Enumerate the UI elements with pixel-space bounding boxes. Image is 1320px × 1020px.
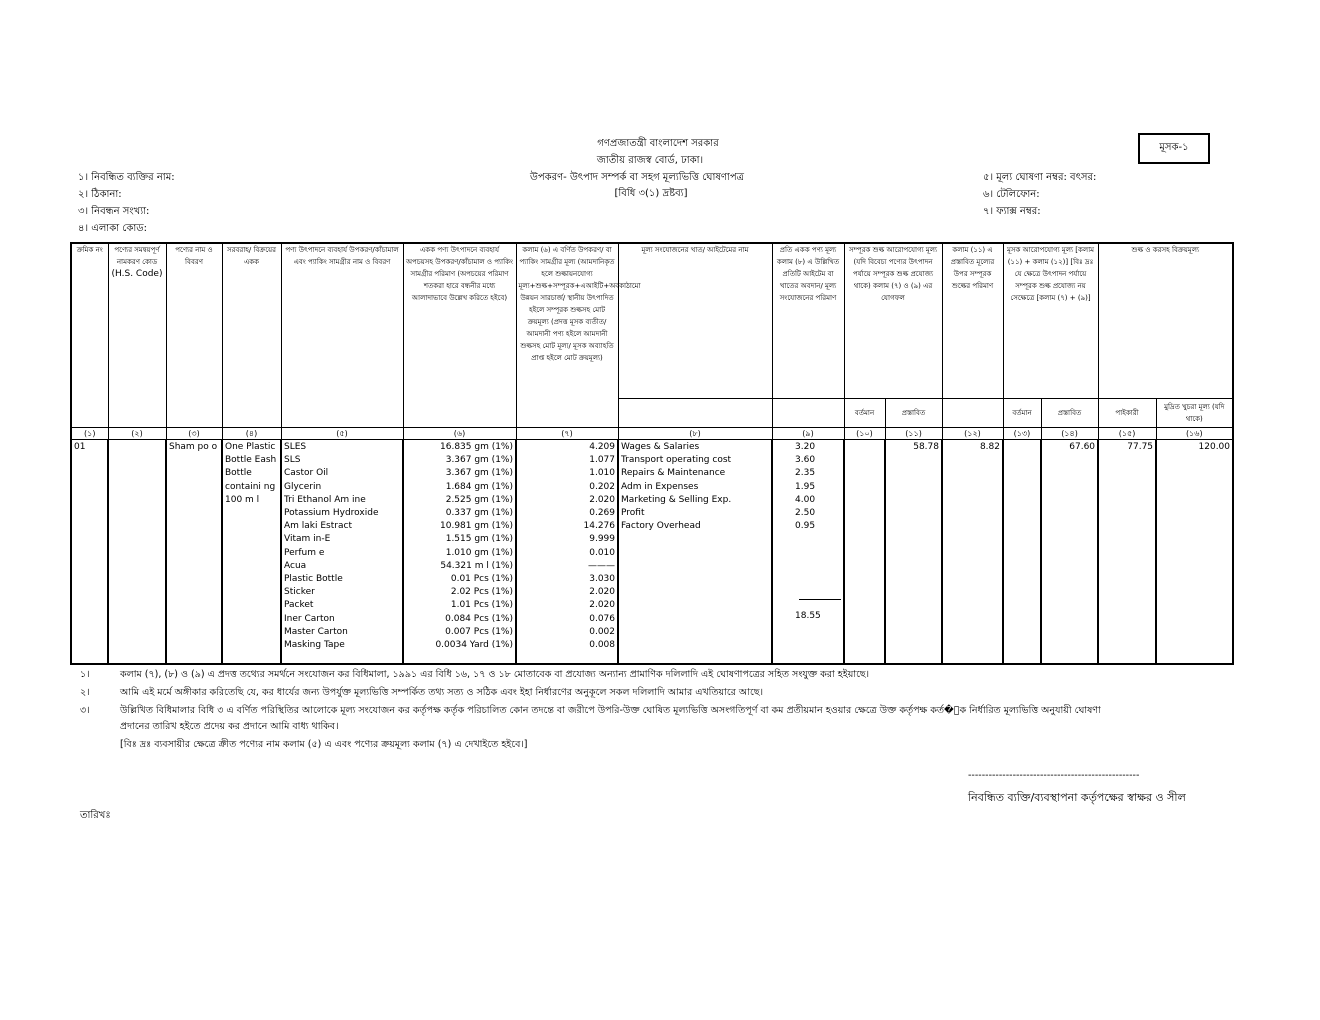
- subheader-empty: [942, 399, 1003, 428]
- column-number: (৯): [772, 428, 844, 440]
- list-item: SLS: [284, 455, 301, 466]
- cell-sd-base-current: [844, 440, 885, 665]
- list-item: 54.321 m l (1%): [440, 560, 513, 571]
- va-value: 3.20: [795, 442, 816, 452]
- column-number: (১): [71, 428, 108, 440]
- header-quantities: একক পণ্য উৎপাদনে ব্যবহার্য অপচয়সহ উপকরণ/কাঁচামাল ও প্যাকিং সামগ্রীর পরিমাণ (অপচয়ের পরিমাণ শতকরা হারে বন্ধনীর মধ্যে আলাদাভাবে উল্লেখ করিতে হইবে): [403, 243, 516, 428]
- table-row: [71, 440, 1233, 665]
- list-item: 3.367 gm (1%): [445, 455, 513, 466]
- list-item: 14.276: [583, 521, 615, 532]
- header-materials: পণ্য উৎপাদনে ব্যবহার্য উপকরণ/কাঁচামাল এবং প্যাকিং সামগ্রীর নাম ও বিবরণ: [281, 243, 403, 428]
- list-item: Packet: [284, 600, 314, 611]
- header-vat-base: মূসক আরোপযোগ্য মূল্য [কলাম (১১) + কলাম (১২)] [বিঃ দ্রঃ যে ক্ষেত্রে উৎপাদন পর্যায়ে সম্পূরক শুল্ক প্রযোজ্য নয় সেক্ষেত্রে [কলাম (৭) + (৯)]: [1003, 243, 1098, 399]
- cell-retail: 120.00: [1156, 440, 1233, 665]
- va-total: 18.55: [795, 611, 821, 622]
- va-value: 0.95: [795, 521, 816, 532]
- list-item: Adm in Expenses: [621, 481, 699, 492]
- cell-vat-base-current: [1003, 440, 1041, 665]
- list-item: SLES: [284, 442, 307, 452]
- cell-product: Sham po o: [166, 440, 222, 665]
- cell-sd-base-proposed: 58.78: [885, 440, 942, 665]
- cell-va-values: [772, 440, 844, 665]
- list-item: 2.020: [589, 587, 615, 598]
- list-item: 0.010: [589, 547, 615, 558]
- list-item: 3.030: [589, 574, 615, 585]
- list-item: Potassium Hydroxide: [284, 508, 379, 519]
- column-number: (১০): [844, 428, 885, 440]
- list-item: Glycerin: [284, 481, 322, 492]
- list-item: Repairs & Maintenance: [621, 468, 726, 479]
- column-number: (২): [108, 428, 166, 440]
- note-2-number: ২।: [80, 687, 90, 698]
- subheader-wholesale: পাইকারী: [1098, 399, 1156, 428]
- cell-materials: [281, 440, 403, 665]
- va-value: 2.50: [795, 508, 816, 519]
- header-sd-base: সম্পূরক শুল্ক আরোপযোগ্য মূল্য (যদি বিবেচ্য পণ্যের উৎপাদন পর্যায়ে সম্পূরক শুল্ক প্রযোজ্য থাকে) কলাম (৭) ও (৯) এর যোগফল: [844, 243, 942, 399]
- list-item: Master Carton: [284, 626, 348, 637]
- header-unit: সরবরাহ/ বিক্রয়ের একক: [222, 243, 281, 428]
- list-item: 0.076: [589, 613, 615, 624]
- list-item: Am laki Estract: [284, 521, 352, 532]
- board-title: জাতীয় রাজস্ব বোর্ড, ঢাকা।: [596, 155, 704, 166]
- subheader-vat-current: বর্তমান: [1003, 399, 1041, 428]
- column-number: (৭): [516, 428, 618, 440]
- list-item: 10.981 gm (1%): [440, 521, 513, 532]
- list-item: 0.269: [589, 508, 615, 519]
- va-value: 1.95: [795, 481, 816, 492]
- subheader-vat-proposed: প্রস্তাবিত: [1041, 399, 1098, 428]
- header-va-values: প্রতি একক পণ্য মূল্য কলাম (৮) এ উল্লিখিত প্রতিটি আইটেম বা খাতের অবদান/ মূল্য সংযোজনের পরিমাণ: [772, 243, 844, 399]
- field-registered-name: ১। নিবন্ধিত ব্যক্তির নাম:: [78, 172, 175, 183]
- list-item: 0.002: [589, 626, 615, 637]
- field-area-code: ৪। এলাকা কোড:: [78, 223, 147, 234]
- list-item: Sticker: [284, 587, 315, 598]
- cell-hs-code: [108, 440, 166, 665]
- column-number: (১৪): [1041, 428, 1098, 440]
- subheader-retail: মুদ্রিত খুচরা মূল্য (যদি থাকে): [1156, 399, 1233, 428]
- form-title: উপকরণ- উৎপাদ সম্পর্ক বা সহগ মূল্যভিত্তি ঘোষণাপত্র: [530, 172, 744, 183]
- va-value: 2.35: [795, 468, 816, 479]
- list-item: 16.835 gm (1%): [440, 442, 513, 452]
- cell-sd-amount: 8.82: [942, 440, 1003, 665]
- signature-line: --------------------------------------------------: [968, 770, 1140, 781]
- column-number: (১২): [942, 428, 1003, 440]
- column-number: (১৩): [1003, 428, 1041, 440]
- field-fax: ৭। ফ্যাক্স নম্বর:: [983, 206, 1041, 217]
- price-declaration-table: [70, 242, 1234, 665]
- list-item: Tri Ethanol Am ine: [284, 494, 366, 505]
- date-label: তারিখঃ: [80, 810, 111, 821]
- list-item: Iner Carton: [284, 613, 335, 624]
- note-2-text: আমি এই মর্মে অঙ্গীকার করিতেছি যে, কর ধার্যের জন্য উপর্যুক্ত মূল্যভিত্তি সম্পর্কিত তথ্য সত্য ও সঠিক এবং ইহা নির্ধারণের অনুকূলে সকল দলিলাদি আমার এখতিয়ারে আছে।: [120, 687, 763, 698]
- column-number: (১৬): [1156, 428, 1233, 440]
- field-registration-number: ৩। নিবন্ধন সংখ্যা:: [78, 206, 150, 217]
- field-address: ২। ঠিকানা:: [78, 189, 122, 200]
- list-item: 0.007 Pcs (1%): [445, 626, 513, 637]
- list-item: 2.020: [589, 600, 615, 611]
- subheader-empty: [618, 399, 772, 428]
- header-hs-code: পণ্যের সমন্বয়পূর্ণ নামকরণ কোড (H.S. Code): [108, 243, 166, 428]
- column-number-row: [71, 428, 1233, 440]
- column-number: (৮): [618, 428, 772, 440]
- cell-material-values: [516, 440, 618, 665]
- cell-wholesale: 77.75: [1098, 440, 1156, 665]
- list-item: 1.515 gm (1%): [445, 534, 513, 545]
- list-item: Vitam in-E: [284, 534, 331, 545]
- list-item: 0.01 Pcs (1%): [450, 574, 513, 585]
- list-item: 0.008: [589, 640, 615, 651]
- note-1-text: কলাম (৭), (৮) ও (৯) এ প্রদত্ত তথ্যের সমর্থনে সংযোজন কর বিধিমালা, ১৯৯১ এর বিধি ১৬, ১৭ ও ১৮ মোতাবেক বা প্রযোজ্য অন্যান্য প্রামাণিক দলিলাদি এই ঘোষণাপত্রের সহিত সংযুক্ত করা হইয়াছে।: [120, 669, 870, 680]
- field-declaration-number: ৫। মূল্য ঘোষণা নম্বর: বৎসর:: [983, 172, 1097, 183]
- list-item: Transport operating cost: [621, 455, 732, 466]
- cell-serial: 01: [71, 440, 108, 665]
- list-item: 0.084 Pcs (1%): [445, 613, 513, 624]
- list-item: 4.209: [589, 442, 615, 452]
- list-item: 2.525 gm (1%): [445, 494, 513, 505]
- list-item: 1.684 gm (1%): [445, 481, 513, 492]
- list-item: Acua: [284, 560, 307, 571]
- form-code-box: মূসক-১: [1138, 133, 1210, 164]
- note-3-text-cont: প্রদানের তারিখ হইতে প্রদেয় কর প্রদানে আমি বাধ্য থাকিব।: [120, 721, 339, 732]
- va-value: 4.00: [795, 494, 816, 505]
- note-3-number: ৩।: [80, 705, 90, 716]
- list-item: 2.02 Pcs (1%): [450, 587, 513, 598]
- cell-va-items: [618, 440, 772, 665]
- column-number: (১১): [885, 428, 942, 440]
- list-item: Masking Tape: [284, 640, 345, 651]
- cell-quantities: [403, 440, 516, 665]
- subheader-empty: [772, 399, 844, 428]
- list-item: 2.020: [589, 494, 615, 505]
- header-sale-price: শুল্ক ও করসহ বিক্রয়মূল্য: [1098, 243, 1233, 399]
- list-item: Plastic Bottle: [284, 574, 343, 585]
- header-material-values: কলাম (৬) এ বর্ণিত উপকরণ/ বা প্যাকিং সামগ্রীর মূল্য (আমদানিকৃত হলে শুল্কায়নযোগ্য মূল্য+শুল্ক+সম্পূরক+এআইটি+অবকাঠামো উন্নয়ন সারচার্জ/ স্থানীয় উৎপাদিত হইলে সম্পূরক শুল্কসহ মোট ক্রয়মূল্য (প্রদত্ত মূসক ব্যতীত/ আমদানী পণ্য হইলে আমদানী শুল্কসহ মোট মূল্য/ মূসক অব্যাহতি প্রাপ্ত হইলে মোট ক্রয়মূল্য): [516, 243, 618, 428]
- list-item: Perfum e: [284, 547, 325, 558]
- list-item: 0.337 gm (1%): [445, 508, 513, 519]
- subheader-sd-current: বর্তমান: [844, 399, 885, 428]
- field-telephone: ৬। টেলিফোন:: [983, 189, 1040, 200]
- va-value: 3.60: [795, 455, 816, 466]
- list-item: Castor Oil: [284, 468, 329, 479]
- list-item: 1.077: [589, 455, 615, 466]
- cell-unit: One Plastic Bottle Eash Bottle containi ng 100 m l: [222, 440, 281, 665]
- note-3-text: উল্লিখিত বিধিমালার বিধি ৩ এ বর্ণিত পরিস্থিতির আলোকে মূল্য সংযোজন কর কর্তৃপক্ষ কর্তৃক পরিচালিত কোন তদন্তে বা জরীপে উপরি-উক্ত ঘোষিত মূল্যভিত্তি অসংগতিপূর্ণ বা কম প্রতীয়মান হওয়ার ক্ষেত্রে উক্ত কর্তৃপক্ষ কর্ত�ৃক নির্ধারিত মূল্যভিত্তি অনুযায়ী ঘোষণা: [120, 705, 1101, 716]
- subheader-sd-proposed: প্রস্তাবিত: [885, 399, 942, 428]
- header-sd-amount: কলাম (১১) এ প্রস্তাবিত মূল্যের উপর সম্পূরক শুল্কের পরিমাণ: [942, 243, 1003, 399]
- list-item: ———: [588, 560, 615, 571]
- list-item: 0.0034 Yard (1%): [435, 640, 513, 651]
- list-item: Marketing & Selling Exp.: [621, 494, 732, 505]
- signature-label: নিবন্ধিত ব্যক্তি/ব্যবস্থাপনা কর্তৃপক্ষের স্বাক্ষর ও সীল: [968, 791, 1186, 804]
- column-number: (৬): [403, 428, 516, 440]
- note-nb: [বিঃ দ্রঃ ব্যবসায়ীর ক্ষেত্রে ক্রীত পণ্যের নাম কলাম (৫) এ এবং পণ্যের ক্রয়মূল্য কলাম (৭) এ দেখাইতে হইবে।]: [120, 739, 528, 750]
- list-item: 9.999: [589, 534, 615, 545]
- list-item: 0.202: [589, 481, 615, 492]
- header-serial: ক্রমিক নং: [71, 243, 108, 428]
- rule-reference: [বিধি ৩(১) দ্রষ্টব্য]: [614, 188, 688, 199]
- column-number: (১৫): [1098, 428, 1156, 440]
- column-number: (৩): [166, 428, 222, 440]
- list-item: 1.010 gm (1%): [445, 547, 513, 558]
- list-item: Wages & Salaries: [621, 442, 700, 452]
- column-number: (৪): [222, 428, 281, 440]
- column-number: (৫): [281, 428, 403, 440]
- list-item: 3.367 gm (1%): [445, 468, 513, 479]
- list-item: Factory Overhead: [621, 521, 701, 532]
- note-1-number: ১।: [80, 669, 90, 680]
- list-item: 1.010: [589, 468, 615, 479]
- header-product: পণ্যের নাম ও বিবরণ: [166, 243, 222, 428]
- header-va-items: মূল্য সংযোজনের খাত/ আইটেমের নাম: [618, 243, 772, 399]
- list-item: Profit: [621, 508, 645, 519]
- list-item: 1.01 Pcs (1%): [450, 600, 513, 611]
- cell-vat-base-proposed: 67.60: [1041, 440, 1098, 665]
- government-title: গণপ্রজাতন্ত্রী বাংলাদেশ সরকার: [597, 138, 719, 149]
